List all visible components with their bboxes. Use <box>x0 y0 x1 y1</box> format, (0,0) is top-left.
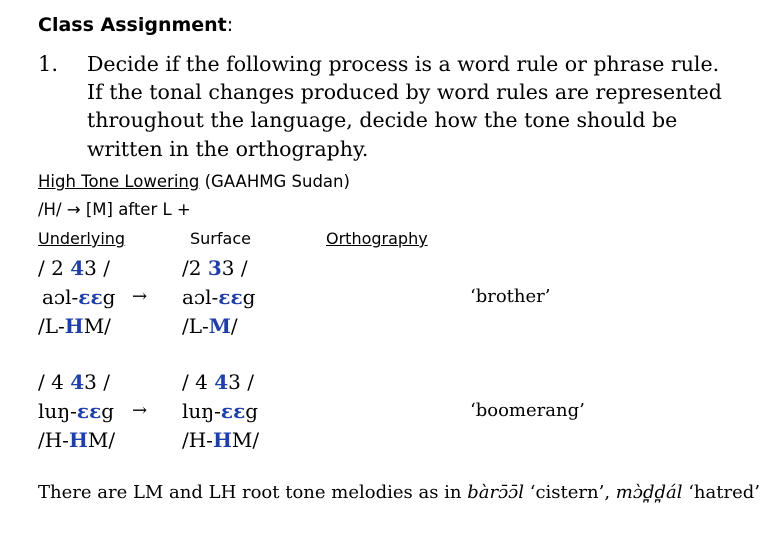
footer-note: There are LM and LH root tone melodies as in bàrɔ̄ɔ̄l ‘cistern’, mɔ̀d̪d̪ál ‘hatred’ <box>38 482 760 503</box>
ex1-gloss: ‘brother’ <box>470 286 551 307</box>
header-orthography: Orthography <box>326 229 428 248</box>
question-line-4: written in the orthography. <box>87 137 369 161</box>
ex1-surface-word: aɔl-ɛɛg <box>182 285 256 309</box>
assignment-title: Class Assignment: <box>38 14 234 36</box>
rule-formula: /H/ → [M] after L + <box>38 200 191 219</box>
ex1-underlying-melody: /L-HM/ <box>38 314 111 338</box>
ex1-surface-tones: /2 33 / <box>182 256 248 280</box>
rule-title: High Tone Lowering (GAAHMG Sudan) <box>38 172 350 191</box>
ex1-underlying-word: aɔl-ɛɛg <box>42 285 116 309</box>
header-surface: Surface <box>190 229 251 248</box>
ex2-surface-melody: /H-HM/ <box>182 428 260 452</box>
ex2-surface-tones: / 4 43 / <box>182 370 254 394</box>
question-line-1: Decide if the following process is a word rule or phrase rule. <box>87 52 720 76</box>
ex1-surface-melody: /L-M/ <box>182 314 238 338</box>
header-underlying: Underlying <box>38 229 126 248</box>
ex2-underlying-word: luŋ-ɛɛg <box>38 399 115 423</box>
ex2-surface-word: luŋ-ɛɛg <box>182 399 259 423</box>
ex1-arrow: → <box>132 286 148 307</box>
ex2-underlying-tones: / 4 43 / <box>38 370 110 394</box>
ex2-arrow: → <box>132 400 148 421</box>
question-line-2: If the tonal changes produced by word rules are represented <box>87 80 722 104</box>
ex1-underlying-tones: / 2 43 / <box>38 256 110 280</box>
question-number: 1. <box>38 52 59 76</box>
question-line-3: throughout the language, decide how the tone should be <box>87 108 678 132</box>
ex2-underlying-melody: /H-HM/ <box>38 428 116 452</box>
ex2-gloss: ‘boomerang’ <box>470 400 585 421</box>
